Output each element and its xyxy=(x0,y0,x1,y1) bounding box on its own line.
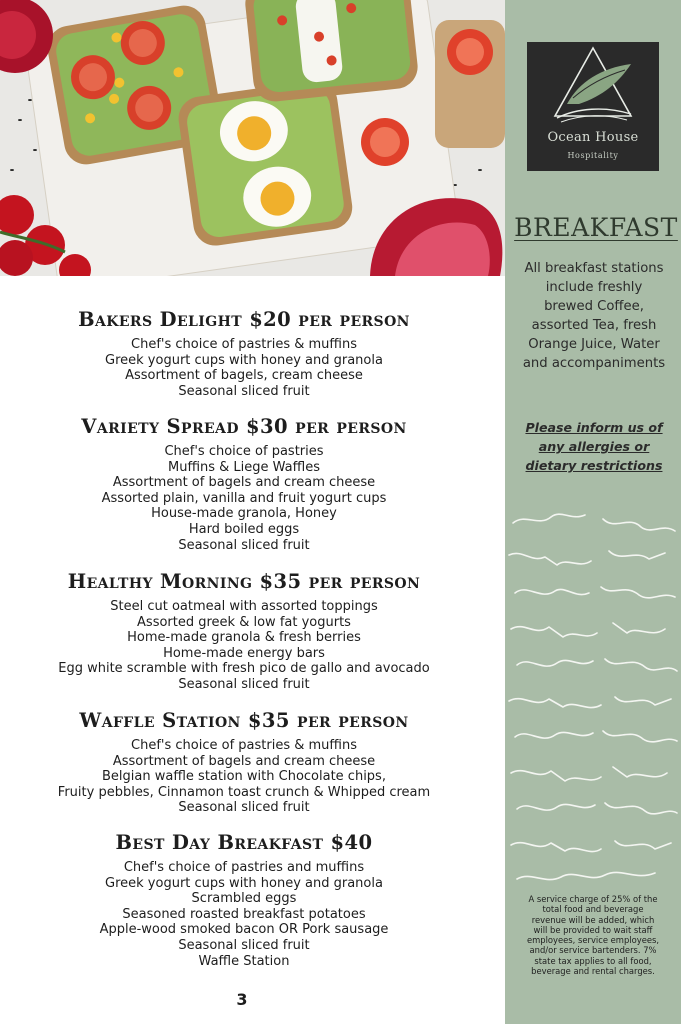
section-title: Best Day Breakfast $40 xyxy=(115,831,373,854)
allergy-note: Please inform us of any allergies or dietary restrictions xyxy=(525,420,663,473)
menu-section-variety-spread xyxy=(0,414,488,553)
list-item: Muffins & Liege Waffles xyxy=(167,459,320,475)
list-item: Seasonal sliced fruit xyxy=(178,383,310,399)
list-item: Assortment of bagels, cream cheese xyxy=(125,368,363,384)
list-item: Scrambled eggs xyxy=(191,891,297,907)
list-item: Home-made granola & fresh berries xyxy=(127,630,361,646)
list-item: Assorted plain, vanilla and fruit yogurt cups xyxy=(101,490,387,506)
page-number: 3 xyxy=(236,990,248,1009)
list-item: Waffle Station xyxy=(198,953,290,969)
service-charge-note: A service charge of 25% of the total food and beverage revenue will be added, which will be provided to wait staff employees, service employees, and/or service bartenders. 7% state tax applies to all food, beverage and rental charges. xyxy=(526,894,660,977)
list-item: Chef's choice of pastries & muffins xyxy=(131,337,357,352)
list-item: Chef's choice of pastries & muffins xyxy=(131,738,357,753)
list-item: Steel cut oatmeal with assorted toppings xyxy=(110,599,378,614)
item-list xyxy=(0,444,488,553)
list-item: House-made granola, Honey xyxy=(151,506,337,522)
menu-section-waffle-station xyxy=(0,708,488,816)
item-list xyxy=(0,337,488,399)
section-title: Bakers Delight $20 per person xyxy=(78,308,410,331)
list-item: Greek yogurt cups with honey and granola xyxy=(105,352,383,368)
item-list xyxy=(0,860,488,969)
list-item: Chef's choice of pastries and muffins xyxy=(123,860,365,875)
list-item: Assortment of bagels and cream cheese xyxy=(112,753,376,769)
list-item: Seasoned roasted breakfast potatoes xyxy=(122,906,366,922)
section-title: Waffle Station $35 per person xyxy=(79,709,409,732)
list-item: Chef's choice of pastries xyxy=(164,444,324,459)
list-item: Assortment of bagels and cream cheese xyxy=(112,475,376,491)
sidebar-intro: All breakfast stations include freshly brewed Coffee, assorted Tea, fresh Orange Juice, Water and accompaniments xyxy=(522,261,666,371)
list-item: Belgian waffle station with Chocolate chips, xyxy=(102,769,386,785)
breakfast-photo xyxy=(0,0,505,276)
brand-subtitle: Hospitality xyxy=(567,151,619,160)
section-title: Variety Spread $30 per person xyxy=(81,415,407,438)
brand-logo xyxy=(527,42,659,171)
list-item: Hard boiled eggs xyxy=(188,521,300,537)
list-item: Home-made energy bars xyxy=(163,645,325,661)
list-item: Seasonal sliced fruit xyxy=(178,800,310,816)
section-title: Healthy Morning $35 per person xyxy=(67,570,421,593)
list-item: Greek yogurt cups with honey and granola xyxy=(105,875,383,891)
list-item: Assorted greek & low fat yogurts xyxy=(137,614,351,630)
list-item: Seasonal sliced fruit xyxy=(178,537,310,553)
list-item: Fruity pebbles, Cinnamon toast crunch & Whipped cream xyxy=(57,784,431,800)
brand-name: Ocean House xyxy=(547,130,639,145)
sidebar-heading: BREAKFAST xyxy=(514,213,678,242)
list-item: Seasonal sliced fruit xyxy=(178,676,310,692)
list-item: Seasonal sliced fruit xyxy=(178,937,310,953)
menu-section-healthy-morning xyxy=(0,569,488,693)
sidebar xyxy=(505,0,681,1024)
list-item: Apple-wood smoked bacon OR Pork sausage xyxy=(99,922,389,938)
decorative-pattern xyxy=(505,505,681,890)
list-item: Egg white scramble with fresh pico de gallo and avocado xyxy=(58,661,430,677)
item-list xyxy=(0,599,488,693)
menu-section-best-day-breakfast xyxy=(0,830,488,969)
item-list xyxy=(0,738,488,816)
menu-section-bakers-delight xyxy=(0,307,488,399)
